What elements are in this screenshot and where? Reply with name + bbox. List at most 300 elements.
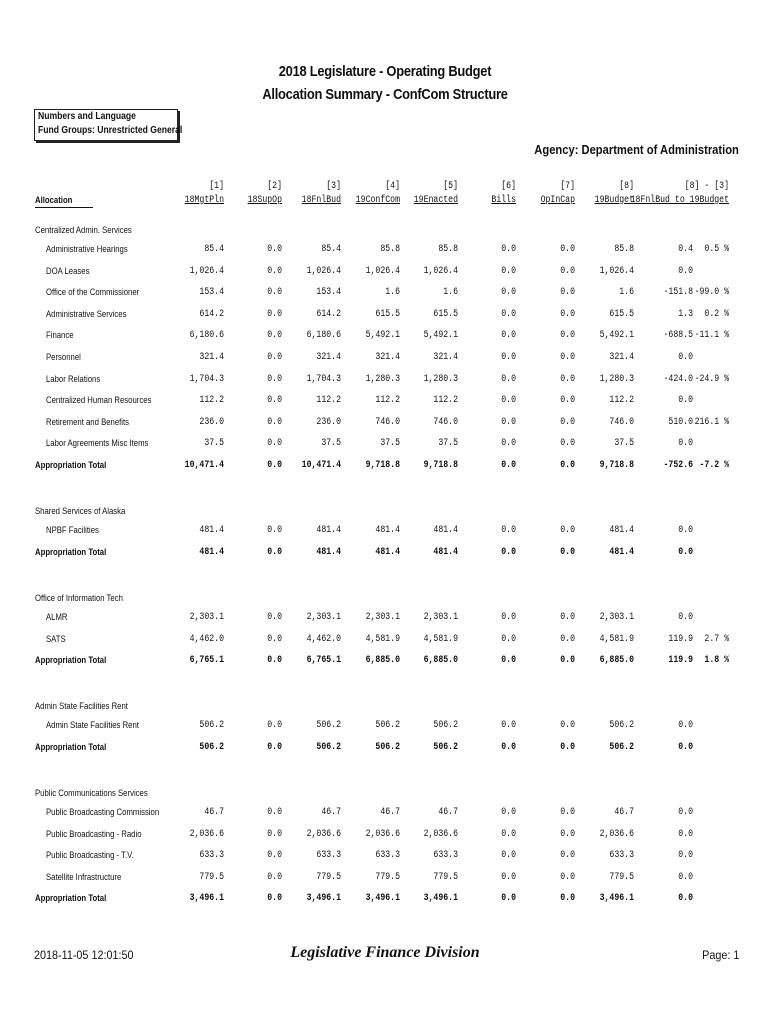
amount-cell: 0.0 bbox=[678, 612, 693, 623]
percent-change-cell: -99.0 % bbox=[694, 287, 729, 298]
amount-cell: 746.0 bbox=[609, 417, 634, 428]
amount-cell: 1,026.4 bbox=[599, 266, 634, 277]
amount-cell: 0.0 bbox=[267, 438, 282, 449]
amount-cell: 0.0 bbox=[267, 547, 282, 558]
amount-cell: 633.3 bbox=[609, 850, 634, 861]
amount-cell: 37.5 bbox=[438, 438, 458, 449]
amount-cell: 85.8 bbox=[614, 244, 634, 255]
amount-cell: 0.0 bbox=[560, 417, 575, 428]
amount-cell: 506.2 bbox=[609, 720, 634, 731]
amount-cell: 0.0 bbox=[501, 850, 516, 861]
amount-cell: 0.0 bbox=[678, 395, 693, 406]
table-row bbox=[0, 438, 770, 452]
amount-cell: 6,180.6 bbox=[189, 330, 224, 341]
amount-cell: 2,303.1 bbox=[423, 612, 458, 623]
amount-cell: 506.2 bbox=[375, 720, 400, 731]
amount-cell: 321.4 bbox=[609, 352, 634, 363]
column-header-label: 19Enacted bbox=[413, 195, 458, 206]
amount-cell: 3,496.1 bbox=[599, 893, 634, 904]
section-header-row bbox=[0, 506, 770, 520]
amount-cell: 85.8 bbox=[438, 244, 458, 255]
allocation-name: Public Broadcasting Commission bbox=[46, 807, 160, 817]
footer-page-number: Page: 1 bbox=[701, 948, 739, 962]
allocation-name: Public Broadcasting - Radio bbox=[46, 829, 142, 839]
amount-cell: 0.0 bbox=[267, 872, 282, 883]
section-name: Public Communications Services bbox=[35, 788, 148, 798]
amount-cell: 5,492.1 bbox=[599, 330, 634, 341]
amount-cell: 0.0 bbox=[267, 244, 282, 255]
amount-cell: 481.4 bbox=[316, 525, 341, 536]
amount-cell: 0.0 bbox=[560, 850, 575, 861]
amount-cell: 0.0 bbox=[560, 309, 575, 320]
amount-cell: 0.0 bbox=[501, 417, 516, 428]
section-header-row bbox=[0, 701, 770, 715]
amount-cell: 481.4 bbox=[375, 547, 400, 558]
appropriation-total-row bbox=[0, 742, 770, 756]
filter-line-numbers: Numbers and Language bbox=[38, 111, 136, 122]
amount-cell: 0.0 bbox=[501, 438, 516, 449]
amount-cell: 506.2 bbox=[375, 742, 400, 753]
allocation-name: Centralized Human Resources bbox=[46, 395, 152, 405]
amount-cell: 0.0 bbox=[501, 330, 516, 341]
amount-cell: 6,180.6 bbox=[306, 330, 341, 341]
amount-cell: 1,280.3 bbox=[423, 374, 458, 385]
amount-cell: 0.0 bbox=[267, 395, 282, 406]
amount-cell: -688.5 bbox=[663, 330, 693, 341]
table-row bbox=[0, 872, 770, 886]
amount-cell: 0.0 bbox=[267, 460, 282, 471]
amount-cell: 85.4 bbox=[204, 244, 224, 255]
section-name: Admin State Facilities Rent bbox=[35, 701, 128, 711]
amount-cell: 481.4 bbox=[375, 525, 400, 536]
amount-cell: 37.5 bbox=[321, 438, 341, 449]
amount-cell: 0.0 bbox=[267, 612, 282, 623]
amount-cell: 112.2 bbox=[316, 395, 341, 406]
amount-cell: 1,026.4 bbox=[423, 266, 458, 277]
allocation-name: Administrative Hearings bbox=[46, 244, 128, 254]
amount-cell: 321.4 bbox=[433, 352, 458, 363]
amount-cell: 2,303.1 bbox=[365, 612, 400, 623]
amount-cell: 506.2 bbox=[316, 720, 341, 731]
amount-cell: 633.3 bbox=[316, 850, 341, 861]
amount-cell: 615.5 bbox=[609, 309, 634, 320]
amount-cell: 0.0 bbox=[678, 438, 693, 449]
amount-cell: 0.0 bbox=[501, 872, 516, 883]
amount-cell: 6,765.1 bbox=[306, 655, 341, 666]
amount-cell: 0.0 bbox=[678, 525, 693, 536]
amount-cell: 0.0 bbox=[501, 612, 516, 623]
amount-cell: 0.0 bbox=[267, 352, 282, 363]
amount-cell: 633.3 bbox=[199, 850, 224, 861]
appropriation-total-row bbox=[0, 460, 770, 474]
table-row bbox=[0, 634, 770, 648]
table-row bbox=[0, 330, 770, 344]
column-header-number: [8] bbox=[619, 181, 634, 192]
amount-cell: 0.0 bbox=[267, 287, 282, 298]
amount-cell: 0.0 bbox=[267, 309, 282, 320]
amount-cell: 0.0 bbox=[678, 850, 693, 861]
report-subtitle: Allocation Summary - ConfCom Structure bbox=[262, 86, 508, 103]
agency-label: Agency: Department of Administration bbox=[534, 142, 739, 157]
amount-cell: 0.0 bbox=[267, 417, 282, 428]
amount-cell: 37.5 bbox=[204, 438, 224, 449]
amount-cell: 2,036.6 bbox=[599, 829, 634, 840]
report-title: 2018 Legislature - Operating Budget bbox=[278, 63, 492, 80]
amount-cell: 2,036.6 bbox=[189, 829, 224, 840]
amount-cell: 0.0 bbox=[560, 807, 575, 818]
amount-cell: 1.6 bbox=[385, 287, 400, 298]
percent-change-cell: 0.2 % bbox=[704, 309, 729, 320]
amount-cell: 1.6 bbox=[619, 287, 634, 298]
amount-cell: 1,026.4 bbox=[365, 266, 400, 277]
amount-cell: 112.2 bbox=[609, 395, 634, 406]
amount-cell: 0.0 bbox=[501, 742, 516, 753]
column-header-number: [8] - [3] bbox=[684, 181, 729, 192]
total-label: Appropriation Total bbox=[35, 547, 107, 557]
amount-cell: 0.0 bbox=[501, 807, 516, 818]
total-label: Appropriation Total bbox=[35, 742, 107, 752]
table-row bbox=[0, 612, 770, 626]
amount-cell: 112.2 bbox=[375, 395, 400, 406]
amount-cell: 0.0 bbox=[560, 829, 575, 840]
table-row bbox=[0, 720, 770, 734]
amount-cell: 2,303.1 bbox=[599, 612, 634, 623]
column-header bbox=[185, 180, 224, 208]
allocation-name: ALMR bbox=[46, 612, 68, 622]
amount-cell: 779.5 bbox=[433, 872, 458, 883]
amount-cell: 0.0 bbox=[267, 807, 282, 818]
amount-cell: 0.0 bbox=[560, 547, 575, 558]
amount-cell: 112.2 bbox=[199, 395, 224, 406]
table-row bbox=[0, 352, 770, 366]
amount-cell: 0.0 bbox=[267, 893, 282, 904]
amount-cell: 46.7 bbox=[380, 807, 400, 818]
amount-cell: 37.5 bbox=[380, 438, 400, 449]
amount-cell: 5,492.1 bbox=[365, 330, 400, 341]
amount-cell: 0.0 bbox=[678, 872, 693, 883]
amount-cell: 2,036.6 bbox=[423, 829, 458, 840]
allocation-name: DOA Leases bbox=[46, 266, 90, 276]
column-header bbox=[414, 180, 458, 208]
amount-cell: -151.8 bbox=[663, 287, 693, 298]
allocation-name: Office of the Commissioner bbox=[46, 287, 140, 297]
table-row bbox=[0, 829, 770, 843]
amount-cell: 0.0 bbox=[560, 395, 575, 406]
amount-cell: 0.0 bbox=[560, 742, 575, 753]
amount-cell: 0.0 bbox=[678, 720, 693, 731]
section-name: Shared Services of Alaska bbox=[35, 506, 126, 516]
amount-cell: 9,718.8 bbox=[423, 460, 458, 471]
column-header bbox=[491, 180, 516, 208]
appropriation-total-row bbox=[0, 655, 770, 669]
amount-cell: 506.2 bbox=[316, 742, 341, 753]
amount-cell: 321.4 bbox=[375, 352, 400, 363]
amount-cell: 0.0 bbox=[560, 525, 575, 536]
column-header-label: 18MgtPln bbox=[184, 195, 224, 206]
amount-cell: 510.0 bbox=[668, 417, 693, 428]
amount-cell: 0.0 bbox=[501, 352, 516, 363]
amount-cell: 481.4 bbox=[433, 525, 458, 536]
amount-cell: 0.0 bbox=[560, 352, 575, 363]
amount-cell: 0.0 bbox=[267, 742, 282, 753]
amount-cell: 779.5 bbox=[199, 872, 224, 883]
amount-cell: 0.0 bbox=[678, 893, 693, 904]
amount-cell: 5,492.1 bbox=[423, 330, 458, 341]
amount-cell: 0.4 bbox=[678, 244, 693, 255]
allocation-name: Public Broadcasting - T.V. bbox=[46, 850, 134, 860]
percent-change-cell: 1.8 % bbox=[704, 655, 729, 666]
amount-cell: 0.0 bbox=[267, 374, 282, 385]
table-row bbox=[0, 309, 770, 323]
amount-cell: 2,036.6 bbox=[306, 829, 341, 840]
amount-cell: 10,471.4 bbox=[184, 460, 224, 471]
amount-cell: 4,462.0 bbox=[306, 634, 341, 645]
amount-cell: 0.0 bbox=[560, 460, 575, 471]
amount-cell: 0.0 bbox=[267, 330, 282, 341]
allocation-name: Labor Relations bbox=[46, 374, 101, 384]
amount-cell: 0.0 bbox=[501, 525, 516, 536]
amount-cell: 0.0 bbox=[560, 655, 575, 666]
amount-cell: 1.3 bbox=[678, 309, 693, 320]
column-header-number: [1] bbox=[209, 181, 224, 192]
section-header-row bbox=[0, 788, 770, 802]
amount-cell: 0.0 bbox=[501, 634, 516, 645]
column-header-number: [5] bbox=[443, 181, 458, 192]
amount-cell: 1.6 bbox=[443, 287, 458, 298]
allocation-name: Finance bbox=[46, 330, 74, 340]
amount-cell: 0.0 bbox=[560, 287, 575, 298]
amount-cell: 506.2 bbox=[199, 720, 224, 731]
column-header-label: 19Budget bbox=[594, 195, 634, 206]
column-header bbox=[595, 180, 634, 208]
amount-cell: 0.0 bbox=[501, 374, 516, 385]
amount-cell: 3,496.1 bbox=[189, 893, 224, 904]
amount-cell: 0.0 bbox=[560, 330, 575, 341]
column-header-number: [6] bbox=[501, 181, 516, 192]
amount-cell: 481.4 bbox=[609, 525, 634, 536]
allocation-name: Labor Agreements Misc Items bbox=[46, 438, 149, 448]
amount-cell: 6,885.0 bbox=[423, 655, 458, 666]
amount-cell: 9,718.8 bbox=[365, 460, 400, 471]
amount-cell: 0.0 bbox=[267, 850, 282, 861]
amount-cell: 0.0 bbox=[501, 266, 516, 277]
amount-cell: 1,026.4 bbox=[189, 266, 224, 277]
total-label: Appropriation Total bbox=[35, 655, 107, 665]
amount-cell: 1,280.3 bbox=[599, 374, 634, 385]
amount-cell: 10,471.4 bbox=[301, 460, 341, 471]
amount-cell: 3,496.1 bbox=[423, 893, 458, 904]
section-name: Centralized Admin. Services bbox=[35, 225, 132, 235]
total-label: Appropriation Total bbox=[35, 893, 107, 903]
amount-cell: -752.6 bbox=[663, 460, 693, 471]
amount-cell: 0.0 bbox=[501, 460, 516, 471]
amount-cell: 0.0 bbox=[267, 829, 282, 840]
amount-cell: 0.0 bbox=[501, 655, 516, 666]
amount-cell: 0.0 bbox=[501, 829, 516, 840]
column-header-label: 18SupOp bbox=[247, 195, 282, 206]
amount-cell: 321.4 bbox=[316, 352, 341, 363]
amount-cell: 85.8 bbox=[380, 244, 400, 255]
percent-change-cell: 0.5 % bbox=[704, 244, 729, 255]
amount-cell: 0.0 bbox=[560, 374, 575, 385]
amount-cell: 481.4 bbox=[316, 547, 341, 558]
allocation-name: Admin State Facilities Rent bbox=[46, 720, 139, 730]
amount-cell: 1,704.3 bbox=[306, 374, 341, 385]
total-label: Appropriation Total bbox=[35, 460, 107, 470]
amount-cell: 112.2 bbox=[433, 395, 458, 406]
column-header bbox=[631, 180, 729, 208]
table-row bbox=[0, 287, 770, 301]
amount-cell: 6,765.1 bbox=[189, 655, 224, 666]
amount-cell: 0.0 bbox=[267, 634, 282, 645]
amount-cell: 119.9 bbox=[668, 634, 693, 645]
appropriation-total-row bbox=[0, 893, 770, 907]
amount-cell: 633.3 bbox=[375, 850, 400, 861]
amount-cell: 0.0 bbox=[267, 525, 282, 536]
amount-cell: 0.0 bbox=[678, 807, 693, 818]
column-header-label: OpInCap bbox=[540, 195, 575, 206]
amount-cell: 0.0 bbox=[501, 309, 516, 320]
amount-cell: 481.4 bbox=[199, 547, 224, 558]
amount-cell: 119.9 bbox=[668, 655, 693, 666]
amount-cell: 0.0 bbox=[678, 742, 693, 753]
amount-cell: 3,496.1 bbox=[365, 893, 400, 904]
amount-cell: 0.0 bbox=[501, 720, 516, 731]
amount-cell: 779.5 bbox=[609, 872, 634, 883]
amount-cell: 2,303.1 bbox=[189, 612, 224, 623]
amount-cell: 615.5 bbox=[433, 309, 458, 320]
filter-box bbox=[34, 109, 183, 141]
footer-division: Legislative Finance Division bbox=[290, 944, 480, 961]
column-header bbox=[356, 180, 400, 208]
filter-line-fund-groups: Fund Groups: Unrestricted General bbox=[38, 125, 183, 136]
amount-cell: 0.0 bbox=[560, 266, 575, 277]
amount-cell: 615.5 bbox=[375, 309, 400, 320]
amount-cell: 4,581.9 bbox=[365, 634, 400, 645]
percent-change-cell: 2.7 % bbox=[704, 634, 729, 645]
amount-cell: 85.4 bbox=[321, 244, 341, 255]
amount-cell: 0.0 bbox=[560, 720, 575, 731]
amount-cell: 4,581.9 bbox=[423, 634, 458, 645]
amount-cell: 236.0 bbox=[316, 417, 341, 428]
amount-cell: 0.0 bbox=[560, 634, 575, 645]
amount-cell: 46.7 bbox=[321, 807, 341, 818]
amount-cell: 46.7 bbox=[614, 807, 634, 818]
percent-change-cell: -11.1 % bbox=[694, 330, 729, 341]
table-row bbox=[0, 807, 770, 821]
amount-cell: 0.0 bbox=[501, 287, 516, 298]
column-header-number: [2] bbox=[267, 181, 282, 192]
amount-cell: 2,036.6 bbox=[365, 829, 400, 840]
table-row bbox=[0, 266, 770, 280]
amount-cell: 1,704.3 bbox=[189, 374, 224, 385]
column-header-number: [3] bbox=[326, 181, 341, 192]
column-header bbox=[248, 180, 282, 208]
amount-cell: 0.0 bbox=[501, 395, 516, 406]
amount-cell: 0.0 bbox=[678, 829, 693, 840]
amount-cell: 4,581.9 bbox=[599, 634, 634, 645]
amount-cell: 779.5 bbox=[316, 872, 341, 883]
allocation-column-header: Allocation bbox=[35, 195, 73, 205]
amount-cell: 0.0 bbox=[678, 352, 693, 363]
amount-cell: 153.4 bbox=[199, 287, 224, 298]
amount-cell: 0.0 bbox=[560, 438, 575, 449]
column-header-number: [4] bbox=[385, 181, 400, 192]
allocation-name: Retirement and Benefits bbox=[46, 417, 130, 427]
amount-cell: 506.2 bbox=[199, 742, 224, 753]
column-header-number: [7] bbox=[560, 181, 575, 192]
amount-cell: 614.2 bbox=[316, 309, 341, 320]
amount-cell: 0.0 bbox=[501, 893, 516, 904]
section-header-row bbox=[0, 593, 770, 607]
amount-cell: 0.0 bbox=[678, 266, 693, 277]
amount-cell: 236.0 bbox=[199, 417, 224, 428]
amount-cell: 153.4 bbox=[316, 287, 341, 298]
allocation-name: Administrative Services bbox=[46, 309, 127, 319]
footer-timestamp: 2018-11-05 12:01:50 bbox=[34, 948, 134, 962]
column-header-label: Bills bbox=[491, 195, 516, 206]
allocation-name: Personnel bbox=[46, 352, 81, 362]
amount-cell: 37.5 bbox=[614, 438, 634, 449]
amount-cell: 0.0 bbox=[560, 893, 575, 904]
allocation-name: NPBF Facilities bbox=[46, 525, 99, 535]
amount-cell: 506.2 bbox=[433, 720, 458, 731]
amount-cell: 506.2 bbox=[433, 742, 458, 753]
amount-cell: -424.0 bbox=[663, 374, 693, 385]
amount-cell: 481.4 bbox=[433, 547, 458, 558]
table-row bbox=[0, 374, 770, 388]
table-row bbox=[0, 525, 770, 539]
column-header-label: 18FnlBud to 19Budget bbox=[630, 195, 729, 206]
percent-change-cell: -24.9 % bbox=[694, 374, 729, 385]
amount-cell: 0.0 bbox=[560, 244, 575, 255]
amount-cell: 0.0 bbox=[678, 547, 693, 558]
amount-cell: 481.4 bbox=[609, 547, 634, 558]
amount-cell: 321.4 bbox=[199, 352, 224, 363]
amount-cell: 3,496.1 bbox=[306, 893, 341, 904]
amount-cell: 0.0 bbox=[267, 720, 282, 731]
amount-cell: 0.0 bbox=[501, 547, 516, 558]
amount-cell: 1,280.3 bbox=[365, 374, 400, 385]
section-header-row bbox=[0, 225, 770, 239]
allocation-name: Satellite Infrastructure bbox=[46, 872, 122, 882]
amount-cell: 6,885.0 bbox=[599, 655, 634, 666]
amount-cell: 0.0 bbox=[560, 612, 575, 623]
amount-cell: 46.7 bbox=[438, 807, 458, 818]
column-header-label: 18FnlBud bbox=[301, 195, 341, 206]
percent-change-cell: 216.1 % bbox=[694, 417, 729, 428]
table-row bbox=[0, 417, 770, 431]
amount-cell: 506.2 bbox=[609, 742, 634, 753]
amount-cell: 46.7 bbox=[204, 807, 224, 818]
percent-change-cell: -7.2 % bbox=[699, 460, 729, 471]
allocation-header-underline bbox=[35, 207, 93, 208]
amount-cell: 0.0 bbox=[501, 244, 516, 255]
amount-cell: 0.0 bbox=[560, 872, 575, 883]
amount-cell: 1,026.4 bbox=[306, 266, 341, 277]
amount-cell: 633.3 bbox=[433, 850, 458, 861]
column-header bbox=[541, 180, 575, 208]
amount-cell: 746.0 bbox=[433, 417, 458, 428]
table-row bbox=[0, 244, 770, 258]
amount-cell: 4,462.0 bbox=[189, 634, 224, 645]
amount-cell: 9,718.8 bbox=[599, 460, 634, 471]
appropriation-total-row bbox=[0, 547, 770, 561]
allocation-name: SATS bbox=[46, 634, 66, 644]
amount-cell: 0.0 bbox=[267, 266, 282, 277]
section-name: Office of Information Tech bbox=[35, 593, 123, 603]
amount-cell: 746.0 bbox=[375, 417, 400, 428]
